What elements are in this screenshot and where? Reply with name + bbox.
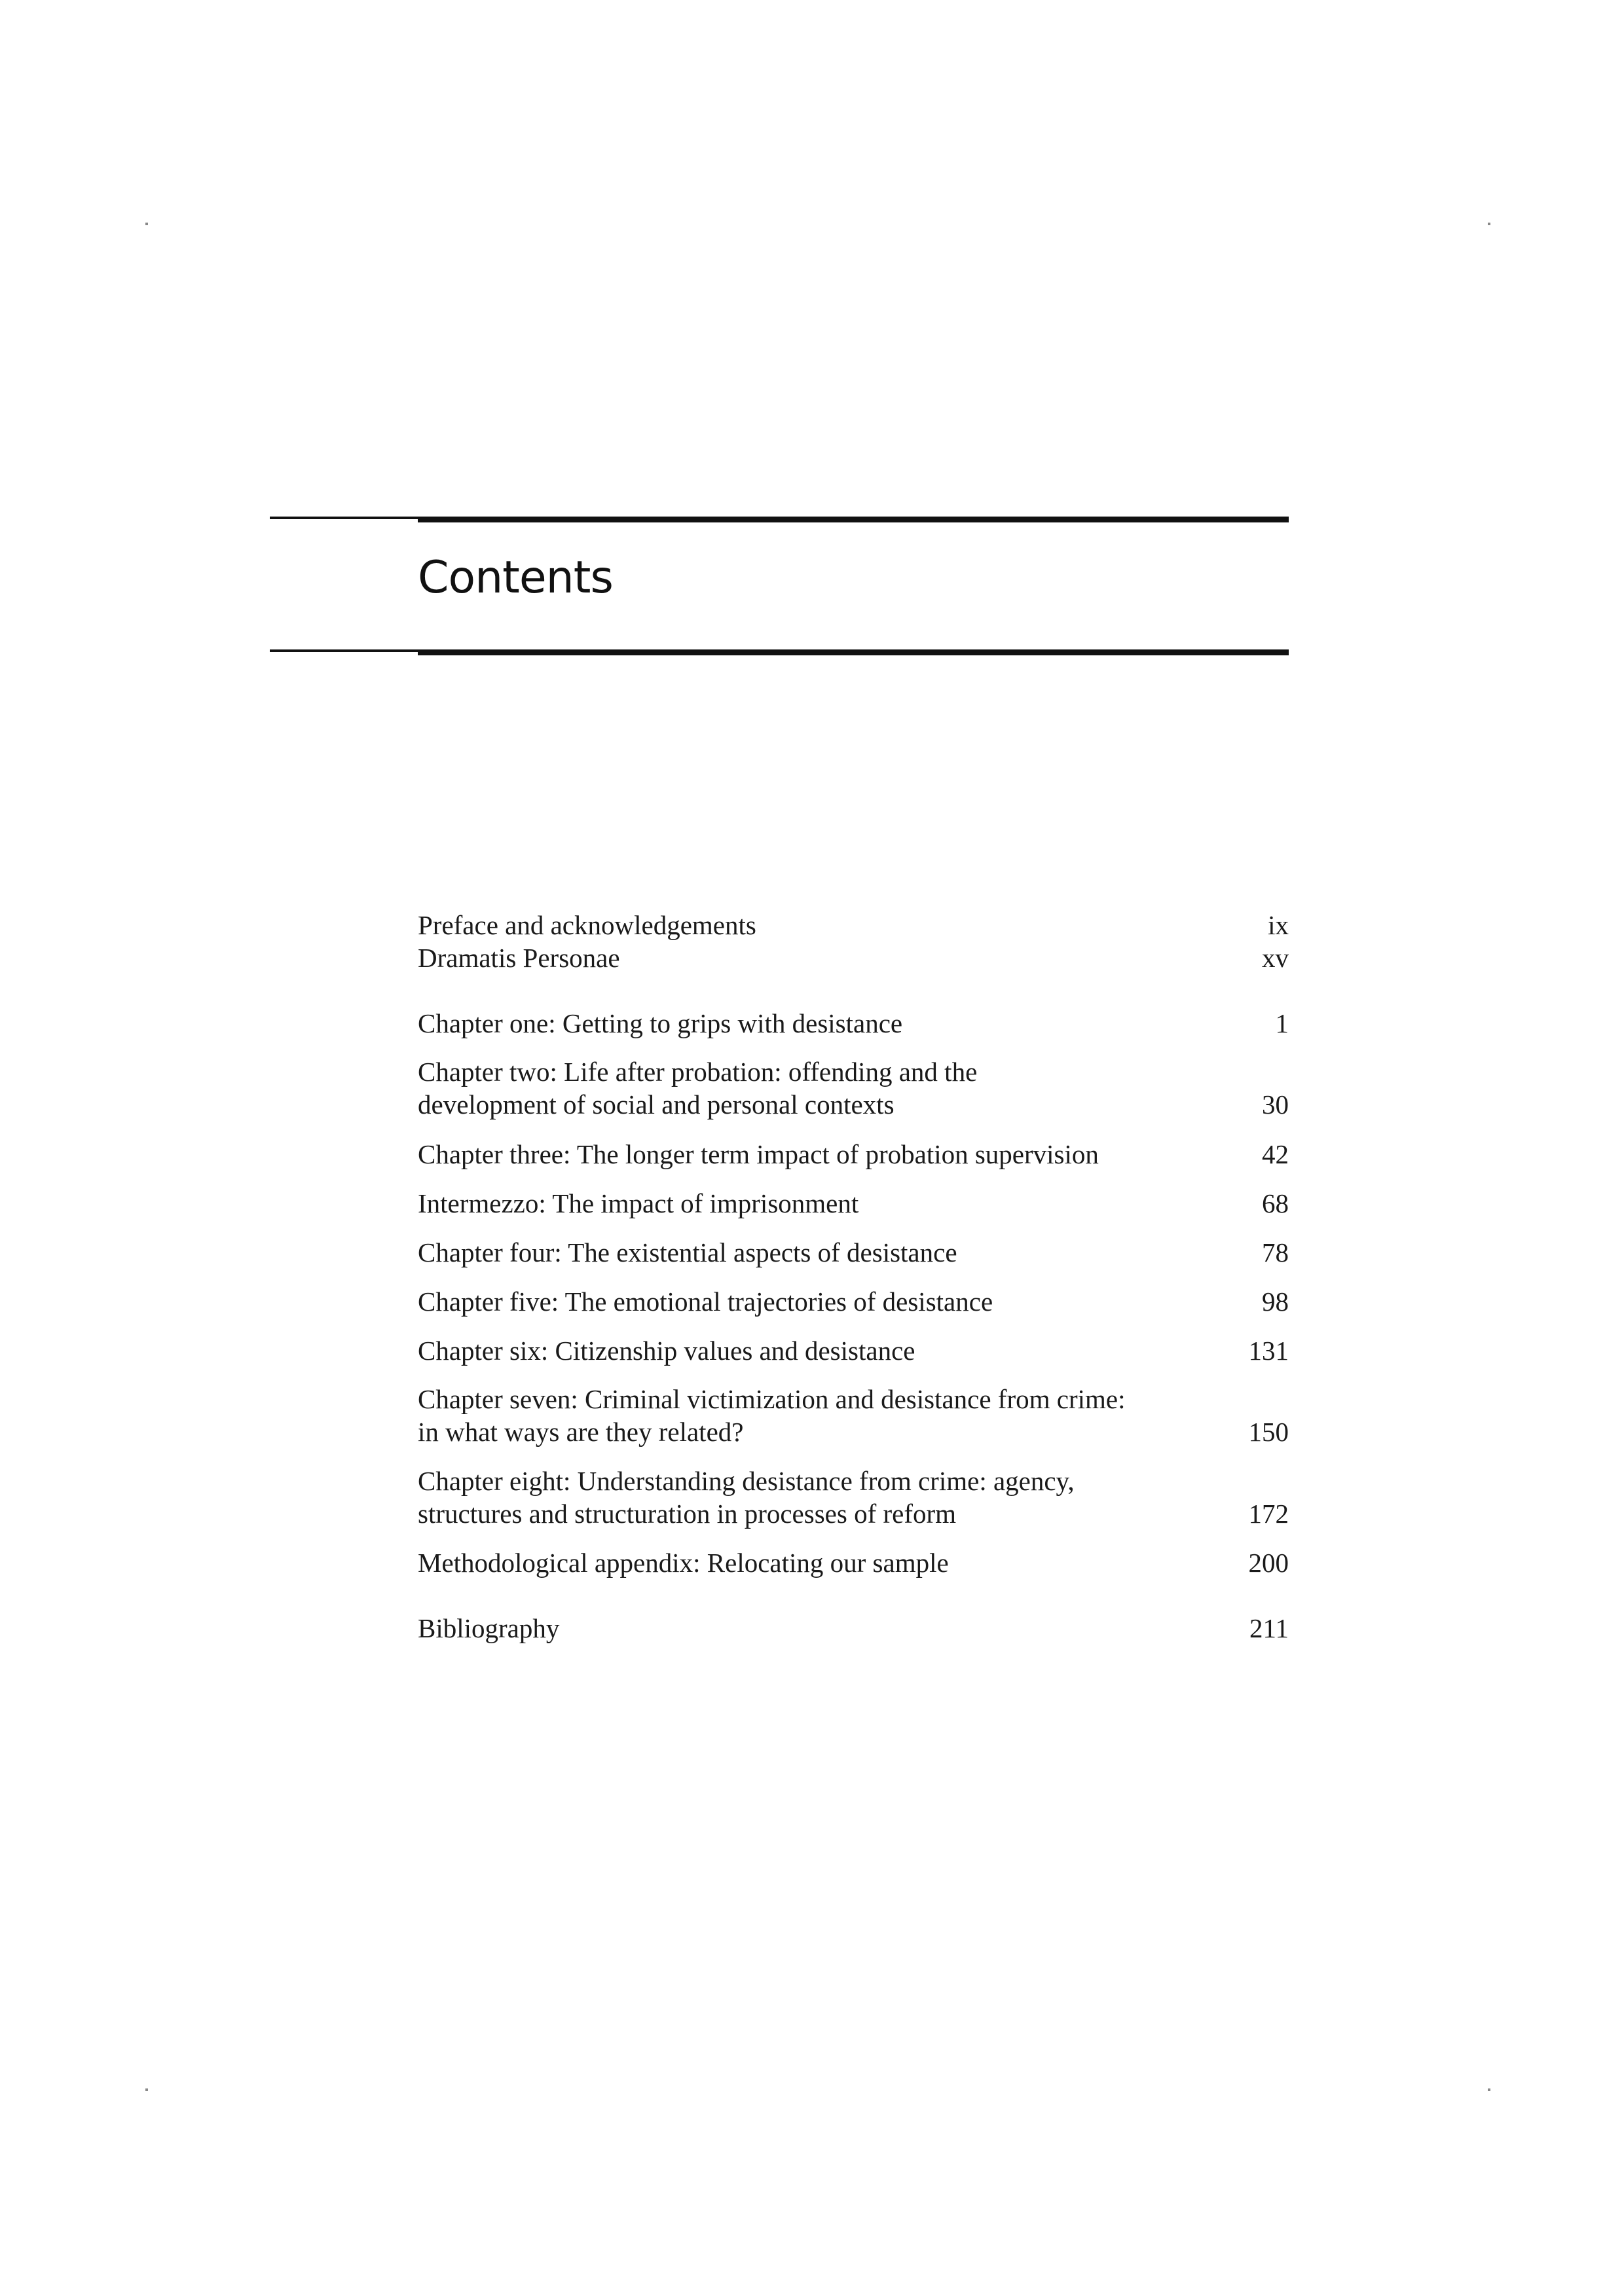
toc-entry-title: [418, 1285, 1204, 1318]
toc-entry-page-number: 30: [1262, 1089, 1289, 1120]
heading-bottom-rule-thin: [270, 649, 418, 652]
crop-mark-top-left: [145, 223, 148, 225]
page-title: Contents: [418, 552, 613, 604]
toc-entry[interactable]: [418, 1007, 1289, 1040]
toc-entry-title-line: Chapter one: Getting to grips with desistance: [418, 1008, 903, 1038]
toc-entry-title-line: Chapter six: Citizenship values and desistance: [418, 1336, 915, 1366]
toc-entry-page-number: 211: [1249, 1613, 1289, 1643]
toc-entry-page-number: 200: [1248, 1548, 1289, 1578]
toc-entry-page-number: 42: [1262, 1139, 1289, 1169]
toc-entry-page-number: 78: [1262, 1237, 1289, 1267]
toc-entry-page-number: 150: [1248, 1417, 1289, 1447]
toc-entry[interactable]: [418, 1055, 1289, 1121]
toc-entry[interactable]: [418, 1236, 1289, 1269]
toc-entry-title-line: Dramatis Personae: [418, 943, 620, 973]
toc-entry-title-line: Chapter four: The existential aspects of desistance: [418, 1237, 957, 1267]
toc-entry-title: [418, 909, 1204, 941]
toc-entry[interactable]: [418, 1138, 1289, 1171]
toc-entry-page-number: 172: [1248, 1499, 1289, 1529]
toc-entry-page-number: 131: [1248, 1336, 1289, 1366]
toc-entry-title: [418, 1334, 1204, 1367]
heading-top-rule-thick: [418, 517, 1289, 522]
toc-entry[interactable]: [418, 1612, 1289, 1645]
toc-entry[interactable]: [418, 1465, 1289, 1530]
toc-entry-title: [418, 1187, 1204, 1220]
toc-entry-title: [418, 1383, 1204, 1448]
toc-entry[interactable]: [418, 1334, 1289, 1367]
toc-entry[interactable]: [418, 1187, 1289, 1220]
crop-mark-bottom-left: [145, 2088, 148, 2091]
crop-mark-bottom-right: [1488, 2088, 1490, 2091]
toc-entry[interactable]: [418, 1546, 1289, 1579]
toc-entry[interactable]: [418, 941, 1289, 974]
toc-entry-page-number: ix: [1268, 910, 1289, 940]
toc-entry-title-line: Bibliography: [418, 1613, 560, 1643]
toc-entry-title: [418, 1055, 1204, 1121]
toc-entry-title-line: Chapter eight: Understanding desistance from crime: agency,: [418, 1466, 1075, 1496]
toc-entry-title-line: in what ways are they related?: [418, 1417, 744, 1447]
crop-mark-top-right: [1488, 223, 1490, 225]
toc-entry-page-number: 1: [1275, 1008, 1289, 1038]
toc-entry[interactable]: [418, 1285, 1289, 1318]
toc-entry-page-number: xv: [1262, 943, 1289, 973]
toc-entry-title-line: Chapter five: The emotional trajectories of desistance: [418, 1286, 993, 1317]
toc-entry-title: [418, 1236, 1204, 1269]
toc-entry-title-line: Chapter two: Life after probation: offending and the: [418, 1057, 978, 1087]
toc-entry-title-line: Chapter three: The longer term impact of probation supervision: [418, 1139, 1099, 1169]
toc-entry-title: [418, 1465, 1204, 1530]
heading-bottom-rule-thick: [418, 649, 1289, 655]
toc-entry-title: [418, 1612, 1204, 1645]
toc-entry-title: [418, 1546, 1204, 1579]
heading-top-rule-thin: [270, 517, 418, 519]
toc-entry-title-line: Chapter seven: Criminal victimization and desistance from crime:: [418, 1384, 1126, 1414]
toc-entry-title-line: Intermezzo: The impact of imprisonment: [418, 1188, 859, 1218]
toc-entry-title: [418, 1138, 1204, 1171]
toc-entry[interactable]: [418, 1383, 1289, 1448]
toc-entry-title-line: Preface and acknowledgements: [418, 910, 756, 940]
toc-entry[interactable]: [418, 909, 1289, 941]
toc-entry-title-line: structures and structuration in processes of reform: [418, 1499, 957, 1529]
toc-entry-title: [418, 941, 1204, 974]
toc-entry-title-line: development of social and personal contexts: [418, 1089, 895, 1120]
toc-entry-title: [418, 1007, 1204, 1040]
toc-entry-title-line: Methodological appendix: Relocating our sample: [418, 1548, 949, 1578]
toc-entry-page-number: 68: [1262, 1188, 1289, 1218]
toc-entry-page-number: 98: [1262, 1286, 1289, 1317]
